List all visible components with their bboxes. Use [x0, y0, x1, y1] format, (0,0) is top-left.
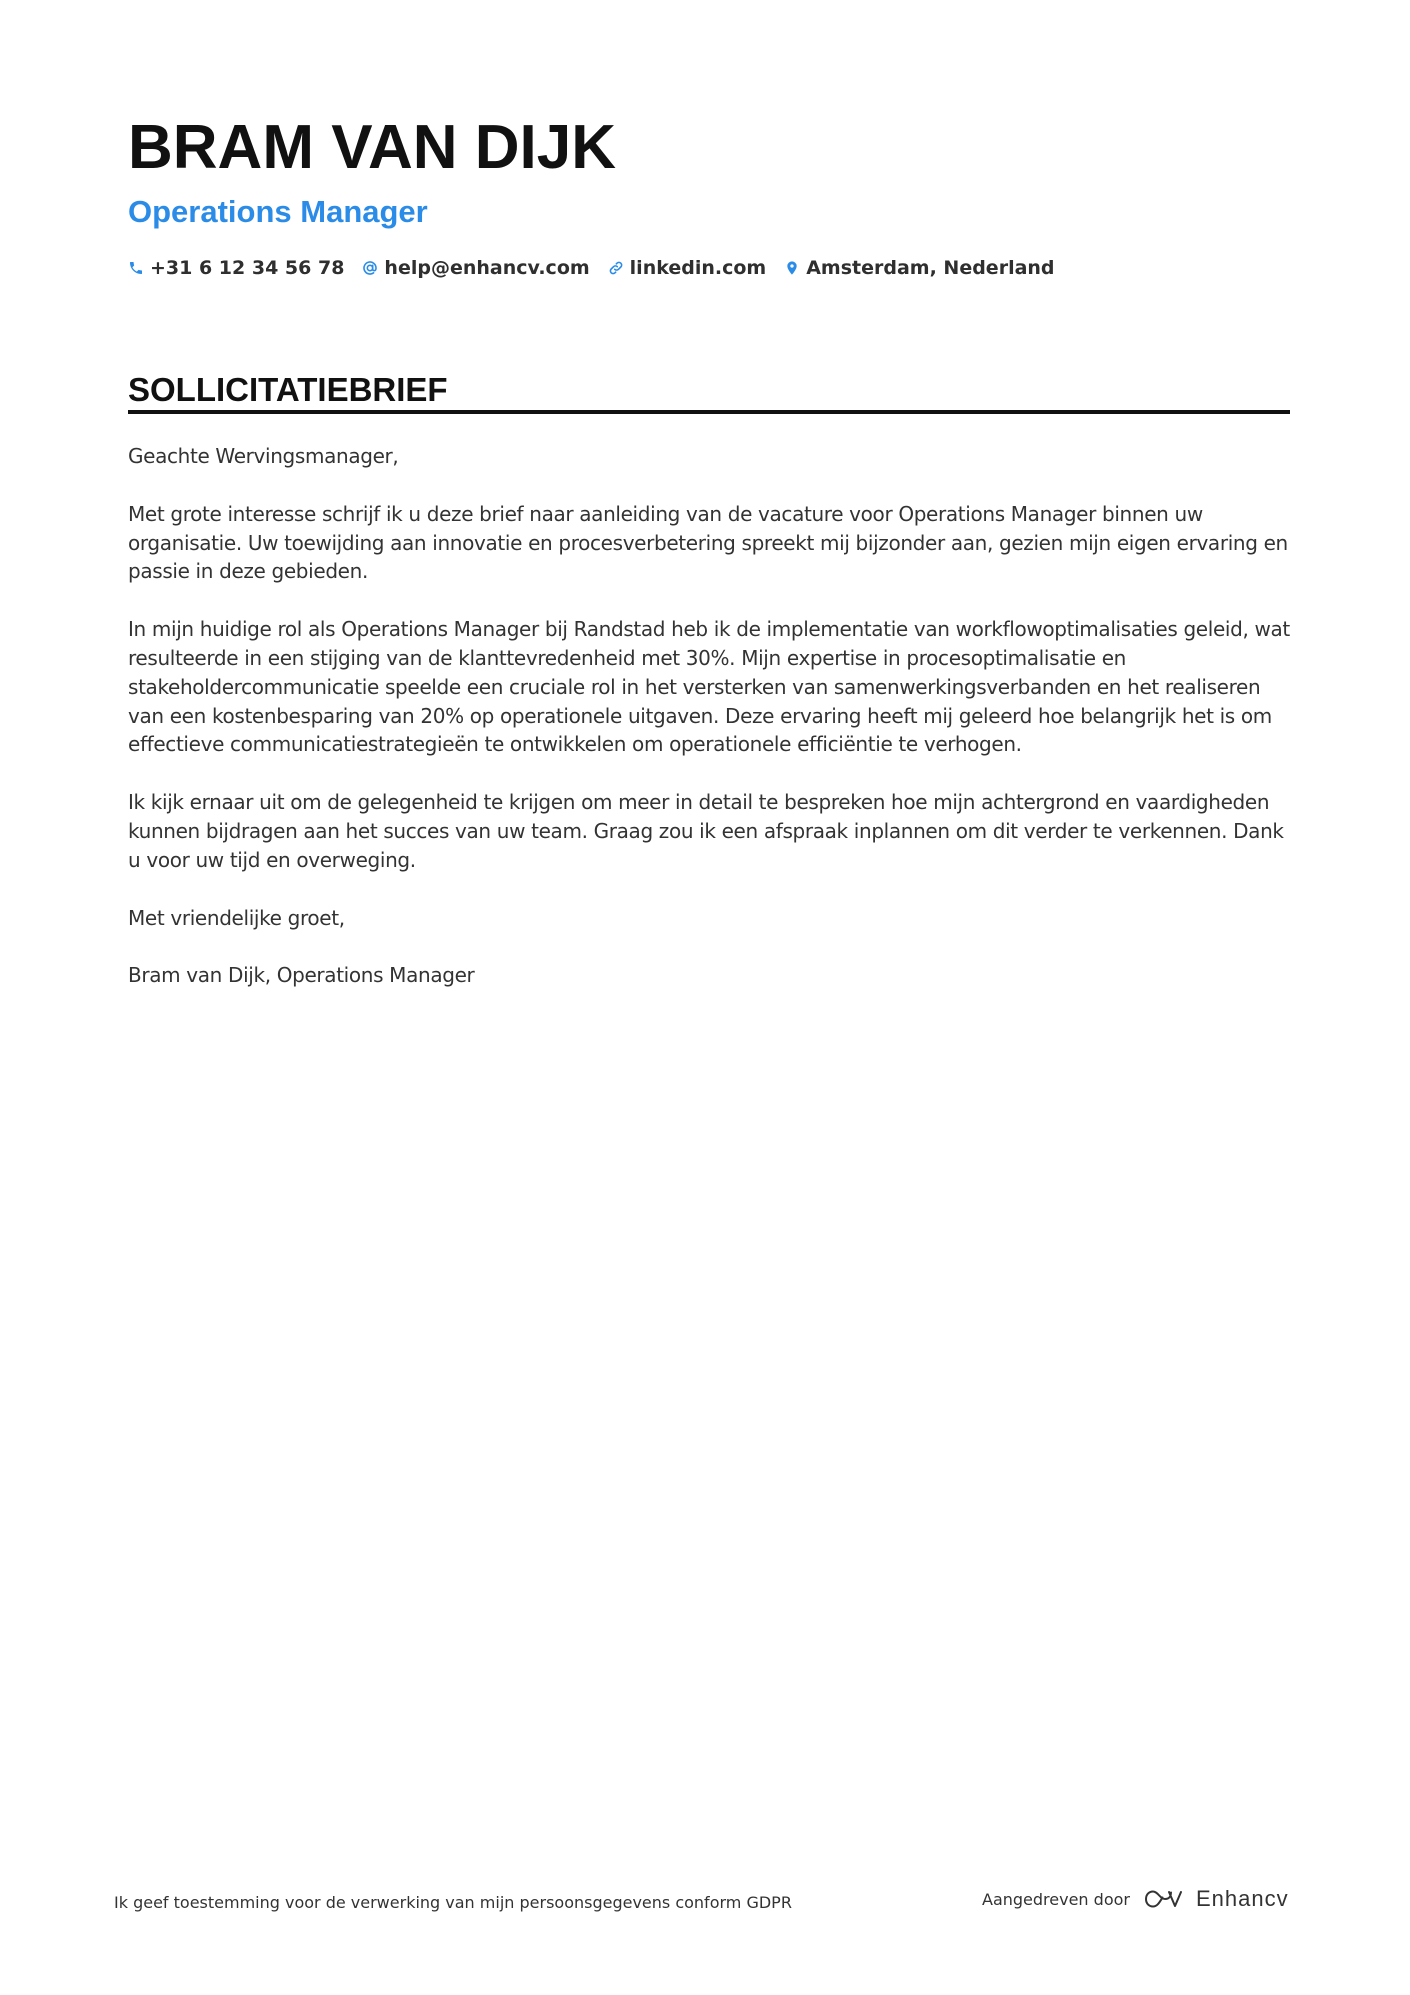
enhancv-logo-icon — [1142, 1887, 1188, 1911]
letter-paragraph: Ik kijk ernaar uit om de gelegenheid te krijgen om meer in detail te bespreken hoe mijn achtergrond en vaardigheden kunnen bijdragen aan het succes van uw team. Graag zou ik een afspraak inplannen om dit verder te verkennen. Dank u voor uw tijd en overweging. — [128, 790, 1284, 872]
letter-closing: Met vriendelijke groet, — [128, 905, 345, 930]
letter-paragraph: Met grote interesse schrijf ik u deze brief naar aanleiding van de vacature voor Operations Manager binnen uw organisatie. Uw toewijding aan innovatie en procesverbetering spreekt mij bijzonder aan, gezien mijn eigen ervaring en passie in deze gebieden. — [128, 501, 1288, 584]
enhancv-logo — [1142, 1886, 1289, 1912]
at-icon — [362, 260, 378, 276]
letter-signature: Bram van Dijk, Operations Manager — [128, 963, 475, 988]
section-title: SOLLICITATIEBRIEF — [128, 371, 448, 408]
contact-phone-text: +31 6 12 34 56 78 — [150, 257, 345, 279]
contact-linkedin[interactable] — [608, 257, 767, 279]
phone-icon — [128, 260, 144, 276]
contact-email-text: help@enhancv.com — [384, 257, 590, 279]
link-icon — [608, 260, 624, 276]
powered-by-label: Aangedreven door — [982, 1889, 1130, 1909]
location-pin-icon — [784, 260, 800, 276]
section-divider — [128, 410, 1290, 414]
enhancv-wordmark: Enhancv — [1195, 1886, 1289, 1911]
contact-location — [784, 257, 1054, 279]
letter-body — [128, 442, 1293, 1019]
contact-bar — [128, 252, 1055, 284]
contact-location-text: Amsterdam, Nederland — [806, 257, 1055, 279]
gdpr-consent: Ik geef toestemming voor de verwerking van mijn persoonsgegevens conform GDPR — [114, 1893, 792, 1912]
contact-linkedin-text: linkedin.com — [629, 257, 767, 279]
powered-by[interactable] — [982, 1886, 1289, 1912]
contact-email[interactable] — [362, 257, 589, 279]
letter-paragraph: In mijn huidige rol als Operations Manager bij Randstad heb ik de implementatie van workflowoptimalisaties geleid, wat resulteerde in een stijging van de klanttevredenheid met 30%. Mijn expertise in procesoptimalisatie en stakeholdercommunicatie speelde een cruciale rol in het versterken van samenwerkingsverbanden en het realiseren van een kostenbesparing van 20% op operationele uitgaven. Deze ervaring heeft mij geleerd hoe belangrijk het is om effectieve communicatiestrategieën te ontwikkelen om operationele efficiëntie te verhogen. — [128, 617, 1290, 757]
applicant-title: Operations Manager — [128, 194, 428, 229]
letter-salutation: Geachte Wervingsmanager, — [128, 444, 399, 468]
applicant-name: BRAM VAN DIJK — [128, 113, 616, 182]
contact-phone — [128, 257, 344, 279]
